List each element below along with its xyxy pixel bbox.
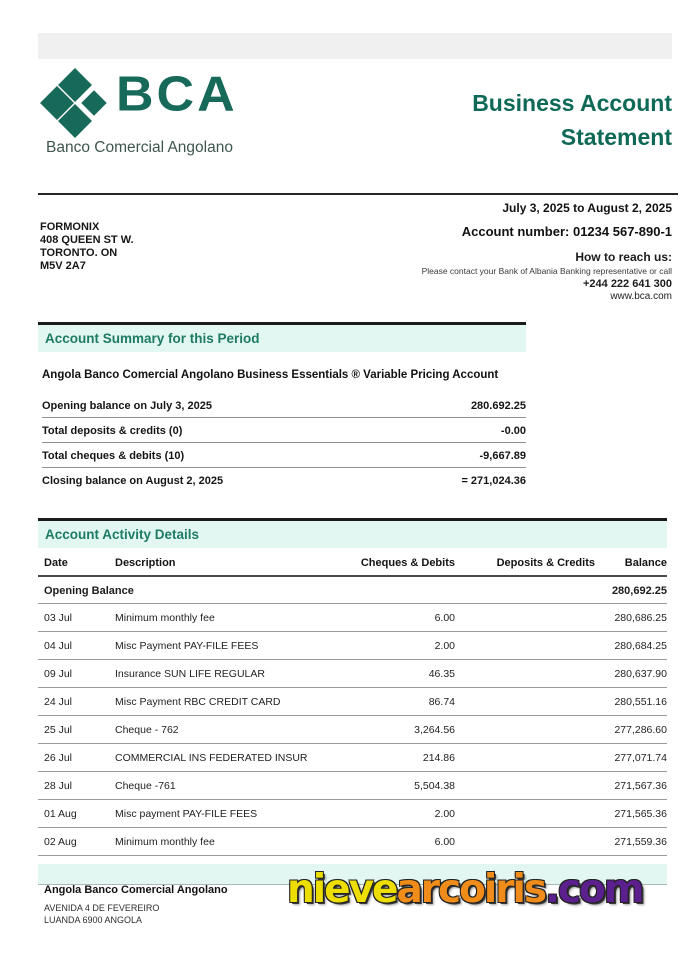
bank-website: www.bca.com xyxy=(610,291,672,302)
how-to-reach-title: How to reach us: xyxy=(575,250,672,264)
statement-title-line2: Statement xyxy=(560,124,672,150)
summary-row-value: -0.00 xyxy=(500,425,526,437)
footer-block xyxy=(44,884,228,926)
column-header-cheques-debits: Cheques & Debits xyxy=(320,548,455,577)
contact-block xyxy=(422,250,672,302)
opening-balance-label: Opening Balance xyxy=(44,585,134,597)
transaction-credit xyxy=(455,808,595,820)
transaction-credit xyxy=(455,640,595,652)
transaction-debit: 6.00 xyxy=(434,612,455,624)
transaction-row xyxy=(38,828,667,856)
transaction-credit xyxy=(455,752,595,764)
account-activity-section xyxy=(38,518,667,885)
transaction-description: Misc Payment RBC CREDIT CARD xyxy=(115,696,281,708)
statement-title-line1: Business Account xyxy=(472,90,672,116)
account-number-label: Account number: xyxy=(461,224,570,239)
transaction-credit xyxy=(455,724,595,736)
watermark-part1: nieve xyxy=(287,867,397,912)
transaction-credit xyxy=(455,668,595,680)
transaction-date: 24 Jul xyxy=(44,696,73,708)
transaction-debit: 214.86 xyxy=(422,752,455,764)
transaction-description: Cheque -761 xyxy=(115,780,176,792)
summary-row-label: Total deposits & credits (0) xyxy=(42,425,183,437)
transaction-description: Minimum monthly fee xyxy=(115,836,215,848)
opening-credit-cell xyxy=(455,585,595,597)
transaction-row xyxy=(38,772,667,800)
bca-logo-text: BCA xyxy=(116,66,238,123)
transaction-date: 28 Jul xyxy=(44,780,73,792)
summary-row-wrap xyxy=(42,418,526,443)
statement-title xyxy=(472,86,672,154)
customer-address-block xyxy=(40,221,134,273)
opening-debit-cell xyxy=(320,585,455,597)
summary-row-wrap xyxy=(42,468,526,492)
transaction-credit xyxy=(455,780,595,792)
activity-header-row xyxy=(38,548,667,577)
summary-section-title: Account Summary for this Period xyxy=(38,322,526,352)
account-number-value: 01234 567-890-1 xyxy=(572,224,672,239)
transaction-description: COMMERCIAL INS FEDERATED INSUR xyxy=(115,752,308,764)
summary-row-wrap xyxy=(42,443,526,468)
transaction-row xyxy=(38,800,667,828)
customer-address-line: M5V 2A7 xyxy=(40,260,86,272)
transaction-date: 04 Jul xyxy=(44,640,73,652)
transaction-row xyxy=(38,660,667,688)
bca-logo-tagline: Banco Comercial Angolano xyxy=(46,139,233,156)
transaction-date: 26 Jul xyxy=(44,752,73,764)
statement-period: July 3, 2025 to August 2, 2025 xyxy=(502,201,672,215)
transaction-balance: 271,559.36 xyxy=(614,836,667,848)
transaction-debit: 6.00 xyxy=(434,836,455,848)
top-gray-bar xyxy=(38,33,672,59)
transaction-description: Misc payment PAY-FILE FEES xyxy=(115,808,258,820)
summary-row xyxy=(42,468,526,492)
transaction-row xyxy=(38,604,667,632)
transaction-date: 02 Aug xyxy=(44,836,77,848)
transaction-date: 01 Aug xyxy=(44,808,77,820)
customer-address-line: TORONTO. ON xyxy=(40,247,118,259)
summary-row xyxy=(42,393,526,418)
transaction-credit xyxy=(455,696,595,708)
transaction-debit: 86.74 xyxy=(428,696,455,708)
transaction-balance: 277,286.60 xyxy=(614,724,667,736)
watermark-part3: .com xyxy=(545,867,643,912)
transaction-debit: 3,264.56 xyxy=(414,724,455,736)
watermark-part2: arcoiris xyxy=(396,867,546,912)
transaction-debit: 5,504.38 xyxy=(414,780,455,792)
summary-row xyxy=(42,418,526,443)
summary-row-label: Opening balance on July 3, 2025 xyxy=(42,400,212,412)
summary-row-value: 280.692.25 xyxy=(470,400,526,412)
transaction-balance: 280,637.90 xyxy=(614,668,667,680)
watermark-nievearcoiris xyxy=(287,867,643,912)
column-header-description: Description xyxy=(108,548,320,577)
summary-row-label: Closing balance on August 2, 2025 xyxy=(42,475,224,487)
summary-row xyxy=(42,443,526,468)
transaction-row xyxy=(38,632,667,660)
transaction-balance: 280,686.25 xyxy=(614,612,667,624)
header-divider xyxy=(38,193,678,195)
opening-balance-value: 280,692.25 xyxy=(611,585,667,597)
customer-name: FORMONIX xyxy=(40,221,100,233)
footer-bank-name: Angola Banco Comercial Angolano xyxy=(44,884,228,896)
transaction-credit xyxy=(455,836,595,848)
transaction-balance: 271,567.36 xyxy=(614,780,667,792)
summary-row-value: -9,667.89 xyxy=(479,450,526,462)
account-number xyxy=(462,224,672,239)
product-name: Angola Banco Comercial Angolano Business Essentials ® Variable Pricing Account xyxy=(42,369,499,381)
transaction-balance: 271,565.36 xyxy=(614,808,667,820)
transaction-balance: 280,684.25 xyxy=(614,640,667,652)
transaction-balance: 280,551.16 xyxy=(614,696,667,708)
footer-address-line: AVENIDA 4 DE FEVEREIRO xyxy=(44,903,160,913)
transaction-debit: 2.00 xyxy=(434,640,455,652)
opening-balance-row xyxy=(38,577,667,604)
transaction-row xyxy=(38,688,667,716)
transaction-description: Cheque - 762 xyxy=(115,724,179,736)
bca-diamond-icon xyxy=(44,72,106,134)
column-header-balance: Balance xyxy=(595,548,667,577)
transaction-debit: 2.00 xyxy=(434,808,455,820)
transaction-row xyxy=(38,744,667,772)
transaction-row xyxy=(38,716,667,744)
contact-phone: +244 222 641 300 xyxy=(582,278,672,290)
column-header-date: Date xyxy=(38,548,108,577)
transaction-description: Minimum monthly fee xyxy=(115,612,215,624)
transaction-description: Insurance SUN LIFE REGULAR xyxy=(115,668,265,680)
transaction-date: 09 Jul xyxy=(44,668,73,680)
summary-row-wrap xyxy=(42,393,526,418)
transaction-description: Misc Payment PAY-FILE FEES xyxy=(115,640,259,652)
activity-section-title: Account Activity Details xyxy=(38,518,667,548)
summary-table xyxy=(42,393,526,492)
transaction-balance: 277,071.74 xyxy=(614,752,667,764)
diamond-shape xyxy=(81,90,106,115)
transaction-date: 03 Jul xyxy=(44,612,73,624)
column-header-deposits-credits: Deposits & Credits xyxy=(455,548,595,577)
footer-address-line: LUANDA 6900 ANGOLA xyxy=(44,914,143,925)
customer-address-line: 408 QUEEN ST W. xyxy=(40,234,134,246)
account-summary-section xyxy=(38,322,526,492)
summary-row-label: Total cheques & debits (10) xyxy=(42,450,185,462)
transaction-credit xyxy=(455,612,595,624)
contact-instruction: Please contact your Bank of Albania Banking representative or call xyxy=(421,266,672,276)
transaction-date: 25 Jul xyxy=(44,724,73,736)
summary-row-value: = 271,024.36 xyxy=(461,475,526,487)
transaction-debit: 46.35 xyxy=(428,668,455,680)
